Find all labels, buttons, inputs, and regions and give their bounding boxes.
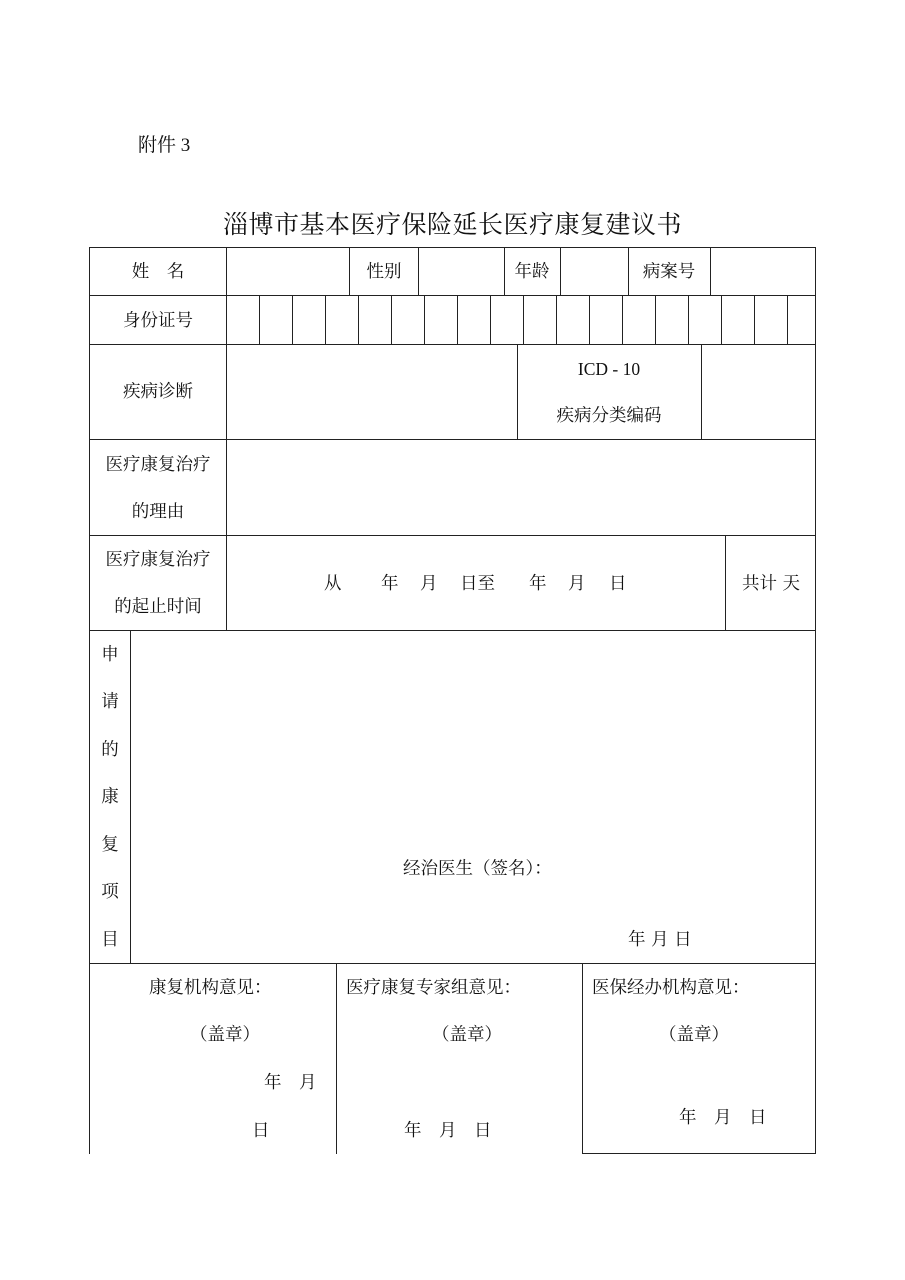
id-cell-line [358, 295, 359, 345]
id-cell-line [490, 295, 491, 345]
col-line [582, 963, 583, 1154]
row-line [89, 439, 816, 440]
expert-group-date: 年 月 日 [404, 1121, 492, 1141]
col-line [725, 535, 726, 631]
row-line [89, 344, 816, 345]
case-number-label: 病案号 [642, 262, 696, 282]
table-border-left [89, 247, 90, 1154]
id-cell-line [589, 295, 590, 345]
icd-category-label: 疾病分类编码 [556, 406, 662, 426]
period-start-month: 月 [420, 574, 438, 594]
insurance-agency-opinion-title: 医保经办机构意见： [592, 978, 750, 998]
id-cell-line [787, 295, 788, 345]
expert-group-seal: （盖章） [432, 1025, 502, 1045]
id-cell-line [391, 295, 392, 345]
rehab-institution-opinion-title: 康复机构意见： [149, 978, 272, 998]
project-label-char: 的 [101, 740, 119, 760]
reason-label-line2: 的理由 [131, 502, 185, 522]
col-line [504, 247, 505, 296]
project-label-char: 复 [101, 835, 119, 855]
rehab-institution-date-line2: 日 [252, 1121, 270, 1141]
id-cell-line [292, 295, 293, 345]
id-number-label: 身份证号 [123, 311, 193, 331]
reason-label-line1: 医疗康复治疗 [105, 455, 211, 475]
col-line [710, 247, 711, 296]
period-label-line1: 医疗康复治疗 [105, 550, 211, 570]
gender-label: 性别 [366, 262, 402, 282]
id-cell-line [325, 295, 326, 345]
row-line [89, 535, 816, 536]
period-from: 从 [324, 574, 342, 594]
icd-label: ICD - 10 [577, 359, 641, 379]
id-cell-line [259, 295, 260, 345]
col-line [336, 963, 337, 1154]
rehab-institution-seal: （盖章） [190, 1025, 260, 1045]
name-label: 姓 名 [131, 262, 185, 282]
attachment-label: 附件 3 [138, 135, 191, 156]
col-line [628, 247, 629, 296]
row-line [89, 963, 816, 964]
col-line [349, 247, 350, 296]
col-line [701, 344, 702, 440]
period-end-year: 年 [529, 574, 547, 594]
row-line [89, 630, 816, 631]
table-border-bottom-right [583, 1153, 816, 1154]
table-border-top [89, 247, 816, 248]
project-label-char: 请 [101, 692, 119, 712]
period-start-day-to: 日至 [460, 574, 495, 594]
period-start-year: 年 [381, 574, 399, 594]
col-line [130, 630, 131, 964]
insurance-agency-seal: （盖章） [659, 1025, 729, 1045]
id-cell-line [721, 295, 722, 345]
col-line [418, 247, 419, 296]
col-line [517, 344, 518, 440]
id-cell-line [655, 295, 656, 345]
row-line [89, 295, 816, 296]
table-border-right [815, 247, 816, 1154]
id-cell-line [457, 295, 458, 345]
doctor-signature-label: 经治医生（签名）： [403, 859, 552, 879]
page-title: 淄博市基本医疗保险延长医疗康复建议书 [222, 210, 682, 239]
col-line [560, 247, 561, 296]
age-label: 年龄 [514, 262, 550, 282]
col-line [226, 247, 227, 631]
project-label-char: 申 [101, 645, 119, 665]
project-label-char: 康 [101, 787, 119, 807]
total-days: 共计 天 [741, 574, 801, 594]
id-cell-line [556, 295, 557, 345]
rehab-institution-date-line1: 年 月 [264, 1073, 317, 1093]
id-cell-line [523, 295, 524, 345]
insurance-agency-date: 年 月 日 [679, 1108, 767, 1128]
expert-group-opinion-title: 医疗康复专家组意见： [346, 978, 521, 998]
project-label-char: 项 [101, 882, 119, 902]
diagnosis-label: 疾病诊断 [123, 382, 193, 402]
period-end-month: 月 [568, 574, 586, 594]
doctor-sign-date: 年 月 日 [628, 930, 692, 950]
id-cell-line [688, 295, 689, 345]
id-cell-line [424, 295, 425, 345]
period-end-day: 日 [609, 574, 627, 594]
project-label-char: 目 [101, 930, 119, 950]
period-label-line2: 的起止时间 [114, 597, 202, 617]
id-cell-line [622, 295, 623, 345]
id-cell-line [754, 295, 755, 345]
